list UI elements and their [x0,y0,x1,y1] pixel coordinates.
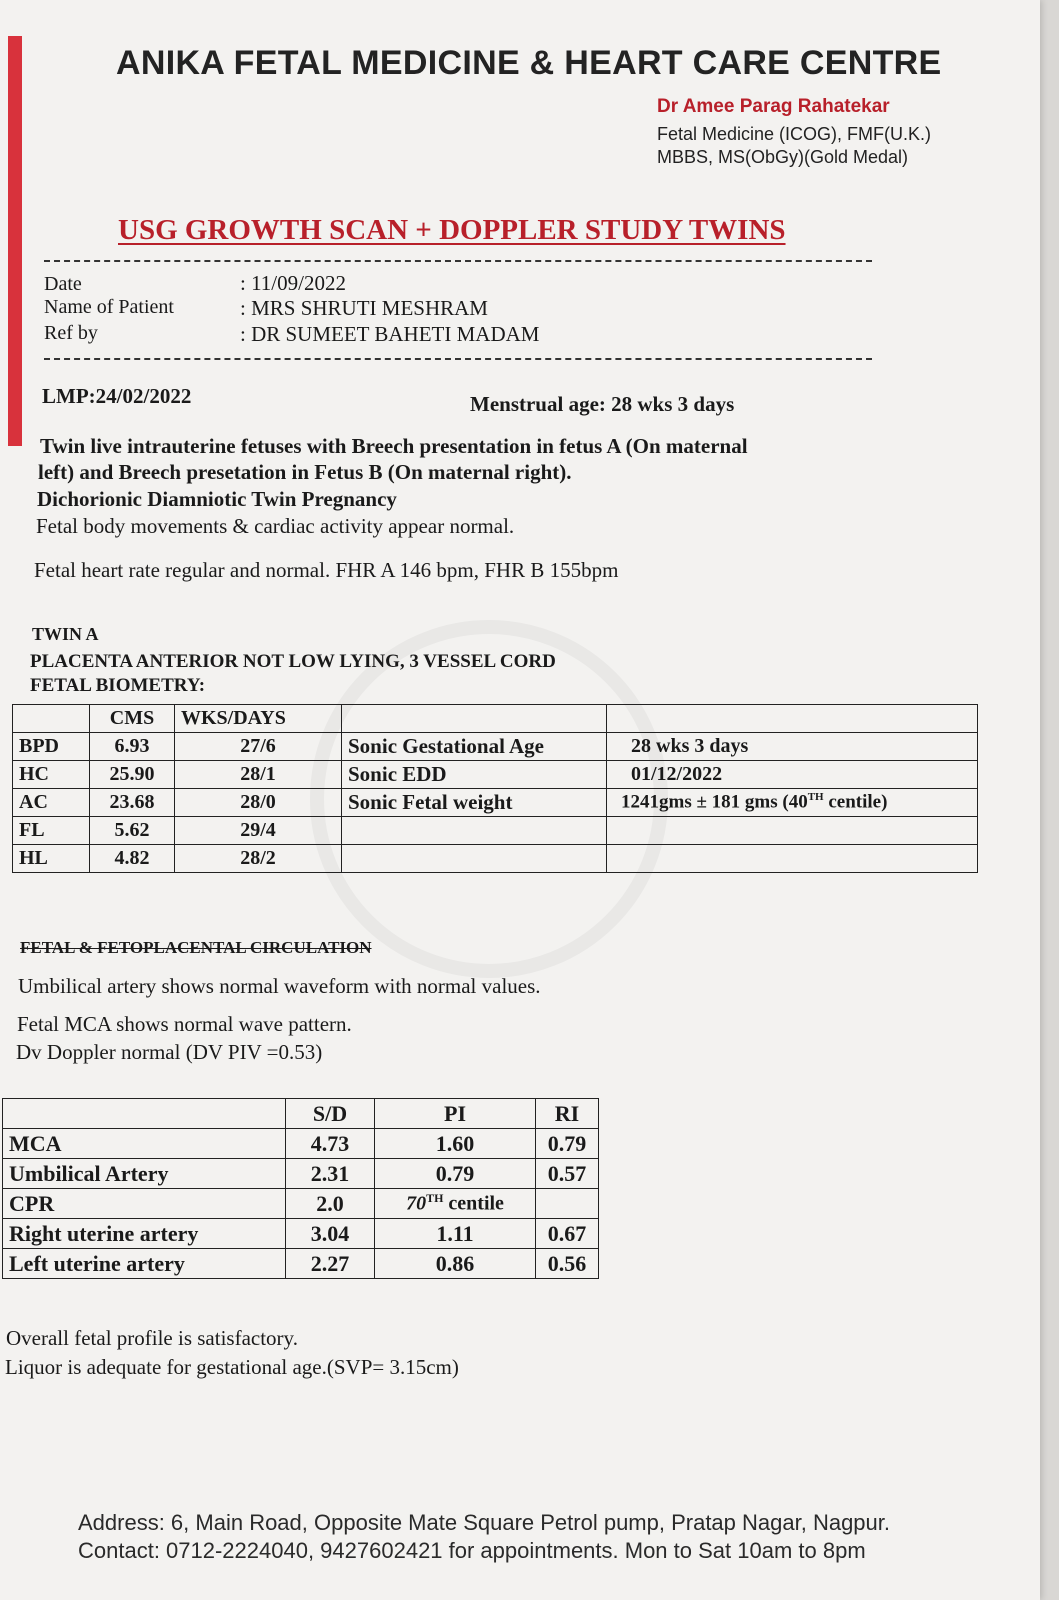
ri-cell: 0.57 [536,1159,599,1189]
sonic-label-cell [342,845,607,873]
letterhead-red-bar [8,36,22,446]
doctor-name: Dr Amee Parag Rahatekar [657,96,890,117]
wks-cell: 27/6 [175,733,342,761]
cms-cell: 5.62 [90,817,175,845]
lmp: LMP:24/02/2022 [42,384,192,408]
ref-label: Ref by [44,322,98,344]
centre-name: ANIKA FETAL MEDICINE & HEART CARE CENTRE [116,44,942,82]
date-label: Date [44,273,82,295]
pi-cell: 1.11 [375,1219,536,1249]
patient-name-label: Name of Patient [44,296,174,318]
doctor-qualification-2: MBBS, MS(ObGy)(Gold Medal) [657,147,909,167]
ri-cell: 0.67 [536,1219,599,1249]
summary-line-1: Overall fetal profile is satisfactory. [6,1326,298,1350]
header-cell: WKS/DAYS [175,705,342,733]
table-row [3,1189,599,1219]
header-cell [13,705,90,733]
table-row [3,1249,599,1279]
doppler-table [2,1098,599,1279]
patient-name-value: : MRS SHRUTI MESHRAM [240,296,488,320]
fetal-weight-after: centile) [823,791,888,813]
finding-line-5: Fetal heart rate regular and normal. FHR A 146 bpm, FHR B 155bpm [34,558,619,582]
table-row [13,817,978,845]
cpr-centile-value: 70 [406,1192,427,1215]
cms-cell: 23.68 [90,789,175,817]
vessel-cell: MCA [3,1129,286,1159]
table-row [13,845,978,873]
vessel-cell: Right uterine artery [3,1219,286,1249]
menstrual-age: Menstrual age: 28 wks 3 days [470,392,735,416]
cpr-centile-sup: TH [426,1191,444,1206]
doctor-qualification-1: Fetal Medicine (ICOG), FMF(U.K.) [657,124,932,144]
sd-cell: 3.04 [286,1219,375,1249]
sonic-label-cell: Sonic Fetal weight [342,789,607,817]
pi-cell: 1.60 [375,1129,536,1159]
ri-cell [536,1189,599,1219]
ref-value: : DR SUMEET BAHETI MADAM [240,322,540,346]
cms-cell: 6.93 [90,733,175,761]
wks-cell: 28/1 [175,761,342,789]
pi-cell [375,1189,536,1219]
sonic-label-cell: Sonic Gestational Age [342,733,607,761]
date-value: : 11/09/2022 [240,271,346,295]
sonic-label-cell [342,817,607,845]
cpr-centile-after: centile [443,1192,504,1215]
param-cell: AC [13,789,90,817]
vessel-cell: Left uterine artery [3,1249,286,1279]
sd-cell: 4.73 [286,1129,375,1159]
param-cell: FL [13,817,90,845]
pi-cell: 0.86 [375,1249,536,1279]
table-row [13,761,978,789]
wks-cell: 29/4 [175,817,342,845]
divider-top [44,260,872,262]
header-cell: S/D [286,1099,375,1129]
sd-cell: 2.27 [286,1249,375,1279]
sonic-value-cell [607,817,978,845]
fetal-biometry-table [12,704,978,873]
fetal-weight-value: 1241gms ± 181 gms (40 [621,791,808,813]
wks-cell: 28/0 [175,789,342,817]
fetal-biometry-heading: FETAL BIOMETRY: [30,675,206,696]
vessel-cell: CPR [3,1189,286,1219]
table-row [3,1219,599,1249]
divider-bottom [44,358,872,360]
header-cell [3,1099,286,1129]
footer-address: Address: 6, Main Road, Opposite Mate Square Petrol pump, Pratap Nagar, Nagpur. [78,1510,891,1535]
sonic-label-cell [342,705,607,733]
circulation-line-3: Dv Doppler normal (DV PIV =0.53) [16,1040,323,1064]
circulation-line-1: Umbilical artery shows normal waveform with normal values. [18,974,541,998]
header-cell: PI [375,1099,536,1129]
sonic-value-cell: 01/12/2022 [607,761,978,789]
sonic-value-cell: 28 wks 3 days [607,733,978,761]
report-title: USG GROWTH SCAN + DOPPLER STUDY TWINS [118,214,786,246]
cms-cell: 25.90 [90,761,175,789]
ri-cell: 0.79 [536,1129,599,1159]
sd-cell: 2.31 [286,1159,375,1189]
sonic-label-cell: Sonic EDD [342,761,607,789]
twin-a-heading: TWIN A [32,624,99,644]
table-row [13,789,978,817]
table-header-row [13,705,978,733]
wks-cell: 28/2 [175,845,342,873]
table-header-row [3,1099,599,1129]
summary-line-2: Liquor is adequate for gestational age.(SVP= 3.15cm) [5,1355,459,1379]
ri-cell: 0.56 [536,1249,599,1279]
fetal-weight-sup: TH [807,791,824,804]
vessel-cell: Umbilical Artery [3,1159,286,1189]
finding-line-3: Dichorionic Diamniotic Twin Pregnancy [37,487,397,511]
sonic-value-cell [607,845,978,873]
sonic-value-cell [607,789,978,817]
pi-cell: 0.79 [375,1159,536,1189]
sonic-value-cell [607,705,978,733]
placenta-note: PLACENTA ANTERIOR NOT LOW LYING, 3 VESSEL CORD [30,651,556,672]
finding-line-4: Fetal body movements & cardiac activity appear normal. [36,514,515,538]
circulation-heading: FETAL & FETOPLACENTAL CIRCULATION [20,938,372,957]
footer-contact: Contact: 0712-2224040, 9427602421 for appointments. Mon to Sat 10am to 8pm [78,1538,866,1563]
cms-cell: 4.82 [90,845,175,873]
param-cell: HC [13,761,90,789]
finding-line-1: Twin live intrauterine fetuses with Breech presentation in fetus A (On maternal [40,434,748,458]
sd-cell: 2.0 [286,1189,375,1219]
header-cell: RI [536,1099,599,1129]
header-cell: CMS [90,705,175,733]
param-cell: HL [13,845,90,873]
table-row [13,733,978,761]
table-row [3,1129,599,1159]
finding-line-2: left) and Breech presetation in Fetus B (On maternal right). [38,460,572,484]
circulation-line-2: Fetal MCA shows normal wave pattern. [17,1012,352,1036]
table-row [3,1159,599,1189]
param-cell: BPD [13,733,90,761]
